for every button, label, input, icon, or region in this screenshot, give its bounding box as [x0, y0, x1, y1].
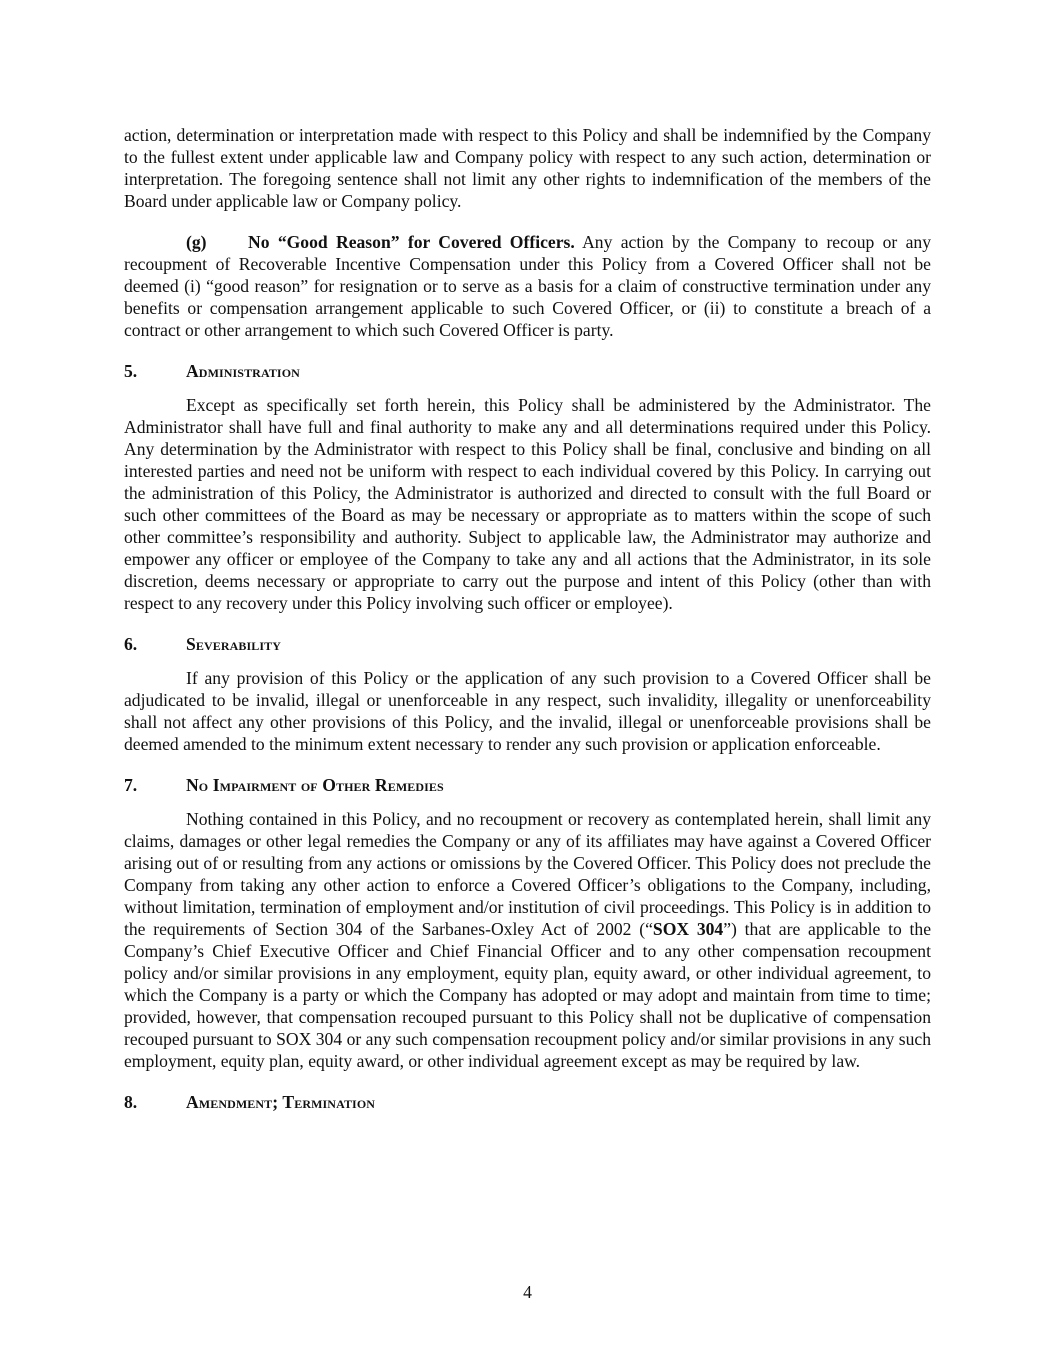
- section-6-heading: [124, 633, 931, 655]
- section-7-body-part2: ”) that are applicable to the Company’s Chief Executive Officer and Chief Financial Officer and to any other compensation recoupment policy and/or similar provisions in any employment, equity plan, equity award, or other individual agreement, to which the Company is a party or which the Company has adopted or may adopt and maintain from time to time; provided, however, that compensation recouped pursuant to this Policy shall not be duplicative of compensation recouped pursuant to SOX 304 or any such compensation recoupment policy and/or similar provisions in any such employment, equity plan, equity award, or other individual agreement except as may be required by law.: [124, 919, 931, 1071]
- section-8-title: Amendment; Termination: [186, 1092, 376, 1112]
- section-7-body-part1: Nothing contained in this Policy, and no recoupment or recovery as contemplated herein, shall limit any claims, damages or other legal remedies the Company or any of its affiliates may have against a Covered Officer arising out of or resulting from any actions or omissions by the Covered Officer. This Policy does not preclude the Company from taking any other action to enforce a Covered Officer’s obligations to the Company, including, without limitation, termination of employment and/or institution of civil proceedings. This Policy is in addition to the requirements of Section 304 of the Sarbanes-Oxley Act of 2002 (“: [124, 809, 931, 939]
- subsection-g-paragraph: [124, 231, 931, 341]
- section-5-heading: [124, 360, 931, 382]
- section-6-title: Severability: [186, 634, 282, 654]
- subsection-g-label: (g): [186, 232, 207, 252]
- page-number: 4: [523, 1282, 532, 1302]
- section-5-title: Administration: [186, 361, 300, 381]
- document-page: [124, 124, 931, 1125]
- subsection-g-body: Any action by the Company to recoup or any recoupment of Recoverable Incentive Compensation under this Policy from a Covered Officer shall not be deemed (i) “good reason” for resignation or to serve as a basis for a claim of constructive termination under any benefits or compensation arrangement applicable to such Covered Officer, or (ii) to constitute a breach of a contract or other arrangement to which such Covered Officer is party.: [124, 232, 931, 340]
- section-5-body: Except as specifically set forth herein, this Policy shall be administered by the Administrator. The Administrator shall have full and final authority to make any and all determinations required under this Policy. Any determination by the Administrator with respect to this Policy shall be final, conclusive and binding on all interested parties and need not be uniform with respect to each individual covered by this Policy. In carrying out the administration of this Policy, the Administrator is authorized and directed to consult with the full Board or such other committees of the Board as may be necessary or appropriate as to matters within the scope of such other committee’s responsibility and authority. Subject to applicable law, the Administrator may authorize and empower any officer or employee of the Company to take any and all actions that the Administrator, in its sole discretion, deems necessary or appropriate to carry out the purpose and intent of this Policy (other than with respect to any recovery under this Policy involving such officer or employee).: [124, 395, 931, 613]
- section-7-heading: [124, 774, 931, 796]
- subsection-g-title: No “Good Reason” for Covered Officers.: [248, 232, 575, 252]
- section-7-number: 7.: [124, 775, 138, 795]
- section-7-body: [124, 808, 931, 1072]
- continuation-paragraph: action, determination or interpretation made with respect to this Policy and shall be indemnified by the Company to the fullest extent under applicable law and Company policy with respect to any such action, determination or interpretation. The foregoing sentence shall not limit any other rights to indemnification of the members of the Board under applicable law or Company policy.: [124, 125, 931, 211]
- section-7-title: No Impairment of Other Remedies: [186, 775, 444, 795]
- section-8-number: 8.: [124, 1092, 138, 1112]
- section-5-number: 5.: [124, 361, 138, 381]
- section-6-number: 6.: [124, 634, 138, 654]
- section-8-heading: [124, 1091, 931, 1113]
- sox-304-defined-term: SOX 304: [652, 919, 724, 939]
- section-6-body: If any provision of this Policy or the application of any such provision to a Covered Officer shall be adjudicated to be invalid, illegal or unenforceable in any respect, such invalidity, illegality or unenforceability shall not affect any other provisions of this Policy, and the invalid, illegal or unenforceable provisions shall be deemed amended to the minimum extent necessary to render any such provision or application enforceable.: [124, 668, 931, 754]
